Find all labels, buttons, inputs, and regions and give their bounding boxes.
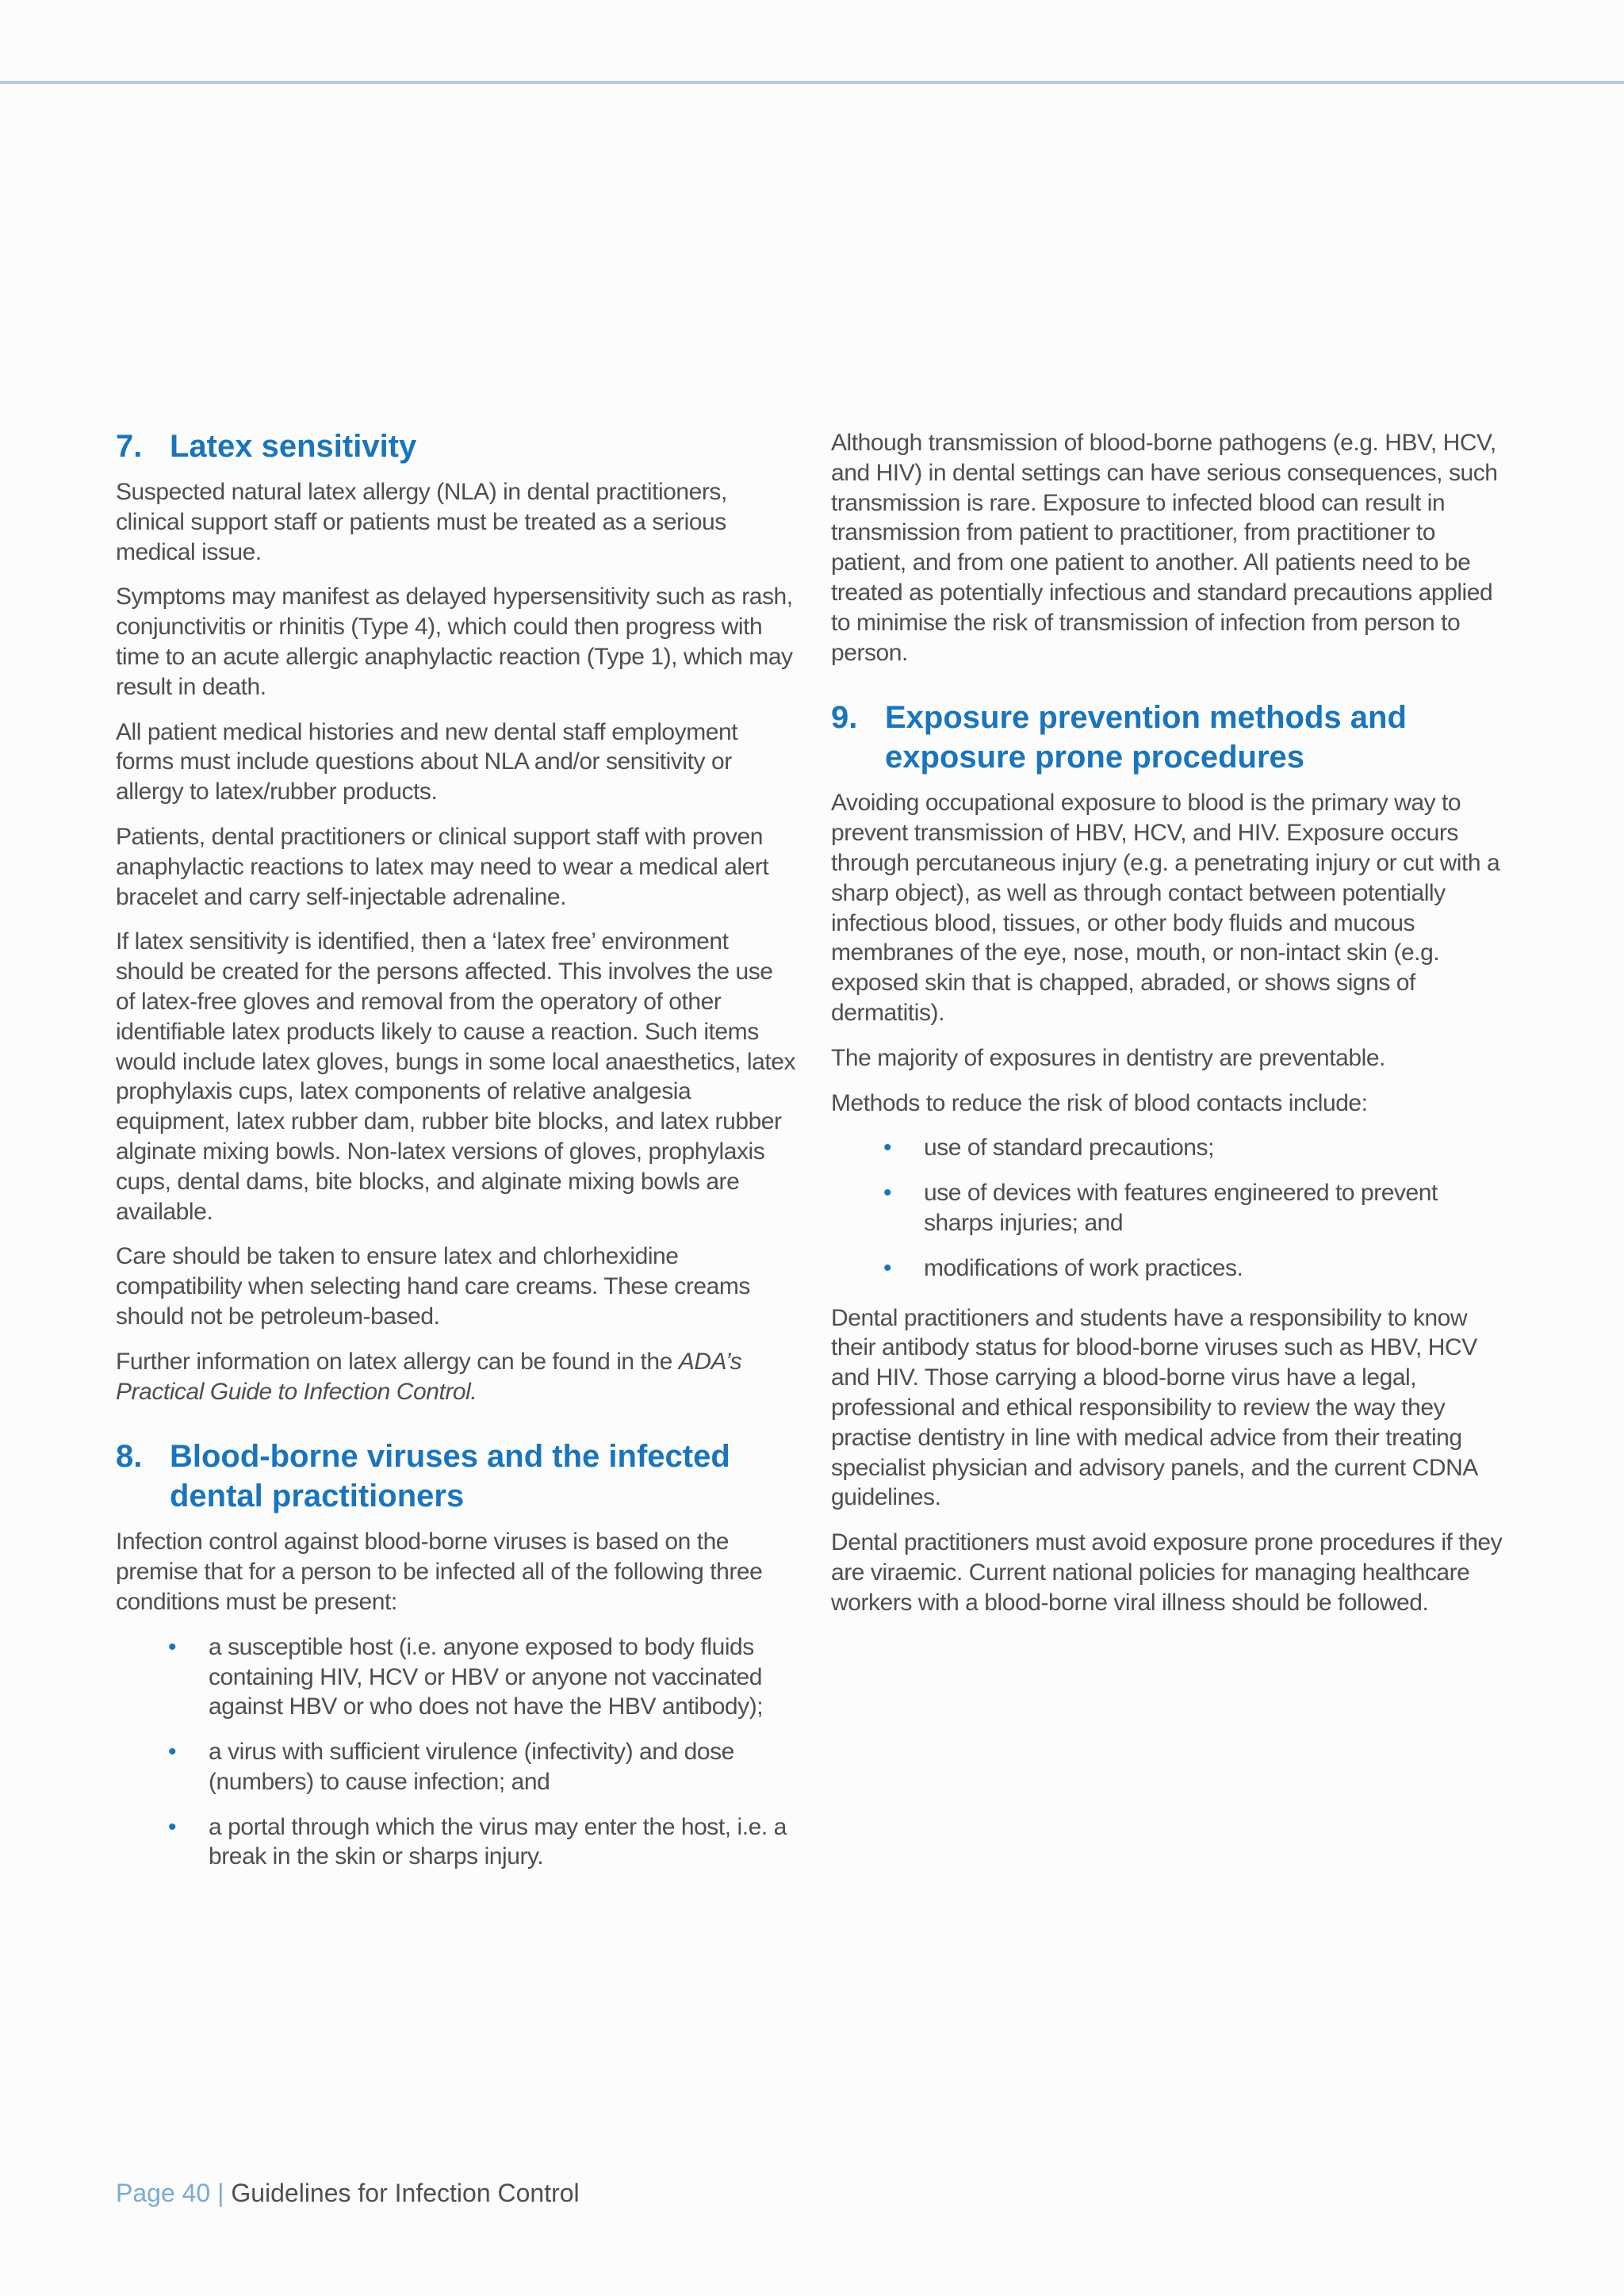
paragraph: Although transmission of blood-borne pathogens (e.g. HBV, HCV, and HIV) in dental settings can have serious consequences, such transmission is rare. Exposure to infected blood can result in transmission from patient to practitioner, from practitioner to patient, and from one patient to another. All patients need to be treated as potentially infectious and standard precautions applied to minimise the risk of transmission of infection from person to person.	[831, 430, 1498, 666]
bullet-icon: •	[168, 1633, 177, 1660]
section-8-heading	[116, 1437, 798, 1516]
right-column	[831, 428, 1513, 1633]
paragraph: Dental practitioners and students have a responsibility to know their antibody status for blood-borne viruses such as HBV, HCV and HIV. Those carrying a blood-borne virus have a legal, professional and ethical responsibility to review the way they practise dentistry in line with medical advice from their treating specialist physician and advisory panels, and the current CDNA guidelines.	[831, 1304, 1477, 1511]
further-info-text: Further information on latex allergy can be found in the	[116, 1348, 679, 1375]
bullet-icon: •	[168, 1739, 177, 1766]
bullet-list	[116, 1632, 798, 1873]
section-number: 7.	[116, 429, 143, 464]
list-item-text: a susceptible host (i.e. anyone exposed to body fluids containing HIV, HCV or HBV or anyone not vaccinated against HBV or who does not have the HBV antibody);	[209, 1633, 764, 1720]
further-info-paragraph	[116, 1347, 798, 1407]
paragraph: Dental practitioners must avoid exposure prone procedures if they are viraemic. Current national policies for managing healthcare workers with a blood-borne viral illness should be followed.	[831, 1529, 1503, 1616]
paragraph: Care should be taken to ensure latex and chlorhexidine compatibility when selecting hand care creams. These creams should not be petroleum-based.	[116, 1243, 750, 1330]
bullet-icon: •	[883, 1135, 892, 1161]
section-title: Latex sensitivity	[170, 429, 417, 464]
list-item	[116, 1737, 798, 1797]
list-item	[831, 1133, 1513, 1163]
paragraph: If latex sensitivity is identified, then a ‘latex free’ environment should be created for the persons affected. This involves the use of latex-free gloves and removal from the operatory of other identifiable latex products likely to cause a reaction. Such items would include latex gloves, bungs in some local anaesthetics, latex prophylaxis cups, latex components of relative analgesia equipment, latex rubber dam, rubber bite blocks, and latex rubber alginate mixing bowls. Non-latex versions of gloves, prophylaxis cups, dental dams, bite blocks, and alginate mixing bowls are available.	[116, 928, 796, 1225]
list-item	[116, 1812, 798, 1873]
paragraph: Patients, dental practitioners or clinical support staff with proven anaphylactic reactions to latex may need to wear a medical alert bracelet and carry self-injectable adrenaline.	[116, 823, 769, 910]
section-number: 9.	[831, 700, 858, 736]
top-rule	[0, 81, 1624, 84]
paragraph: Avoiding occupational exposure to blood is the primary way to prevent transmission of HBV, HCV, and HIV. Exposure occurs through percutaneous injury (e.g. a penetrating injury or cut with a sharp object), as well as through contact between potentially infectious blood, tissues, or other body fluids and mucous membranes of the eye, nose, mouth, or non-intact skin (e.g. exposed skin that is chapped, abraded, or shows signs of dermatitis).	[831, 790, 1500, 1026]
footer-separator: |	[217, 2179, 224, 2207]
bullet-icon: •	[168, 1813, 177, 1840]
section-title: Exposure prevention methods and exposure prone procedures	[885, 700, 1407, 775]
paragraph: Infection control against blood-borne viruses is based on the premise that for a person to be infected all of the following three conditions must be present:	[116, 1529, 763, 1615]
section-title: Blood-borne viruses and the infected dental practitioners	[170, 1439, 730, 1514]
list-item	[831, 1178, 1513, 1238]
paragraph: Methods to reduce the risk of blood contacts include:	[831, 1089, 1368, 1116]
paragraph: The majority of exposures in dentistry are preventable.	[831, 1044, 1385, 1071]
paragraph: Symptoms may manifest as delayed hypersensitivity such as rash, conjunctivitis or rhinitis (Type 4), which could then progress with time to an acute allergic anaphylactic reaction (Type 1), which may result in death.	[116, 584, 793, 700]
document-title: Guidelines for Infection Control	[231, 2179, 580, 2207]
section-7-heading	[116, 427, 798, 466]
left-column	[116, 427, 798, 1892]
bullet-list	[831, 1133, 1513, 1283]
section-9-heading	[831, 698, 1513, 777]
bullet-icon: •	[883, 1254, 892, 1281]
list-item	[116, 1632, 798, 1722]
section-number: 8.	[116, 1439, 143, 1475]
paragraph: All patient medical histories and new dental staff employment forms must include questions about NLA and/or sensitivity or allergy to latex/rubber products.	[116, 718, 738, 806]
list-item-text: modifications of work practices.	[924, 1254, 1243, 1281]
list-item-text: use of standard precautions;	[924, 1135, 1214, 1161]
list-item	[831, 1253, 1513, 1284]
paragraph: Suspected natural latex allergy (NLA) in dental practitioners, clinical support staff or patients must be treated as a serious medical issue.	[116, 479, 727, 565]
list-item-text: a virus with sufficient virulence (infectivity) and dose (numbers) to cause infection; and	[209, 1739, 734, 1795]
list-item-text: use of devices with features engineered to prevent sharps injuries; and	[924, 1180, 1438, 1236]
reference-title: ADA’s Practical Guide to Infection Control.	[116, 1348, 742, 1405]
list-item-text: a portal through which the virus may enter the host, i.e. a break in the skin or sharps injury.	[209, 1813, 787, 1870]
page-footer	[116, 2177, 580, 2209]
page-number: Page 40	[116, 2179, 211, 2207]
bullet-icon: •	[883, 1180, 892, 1207]
